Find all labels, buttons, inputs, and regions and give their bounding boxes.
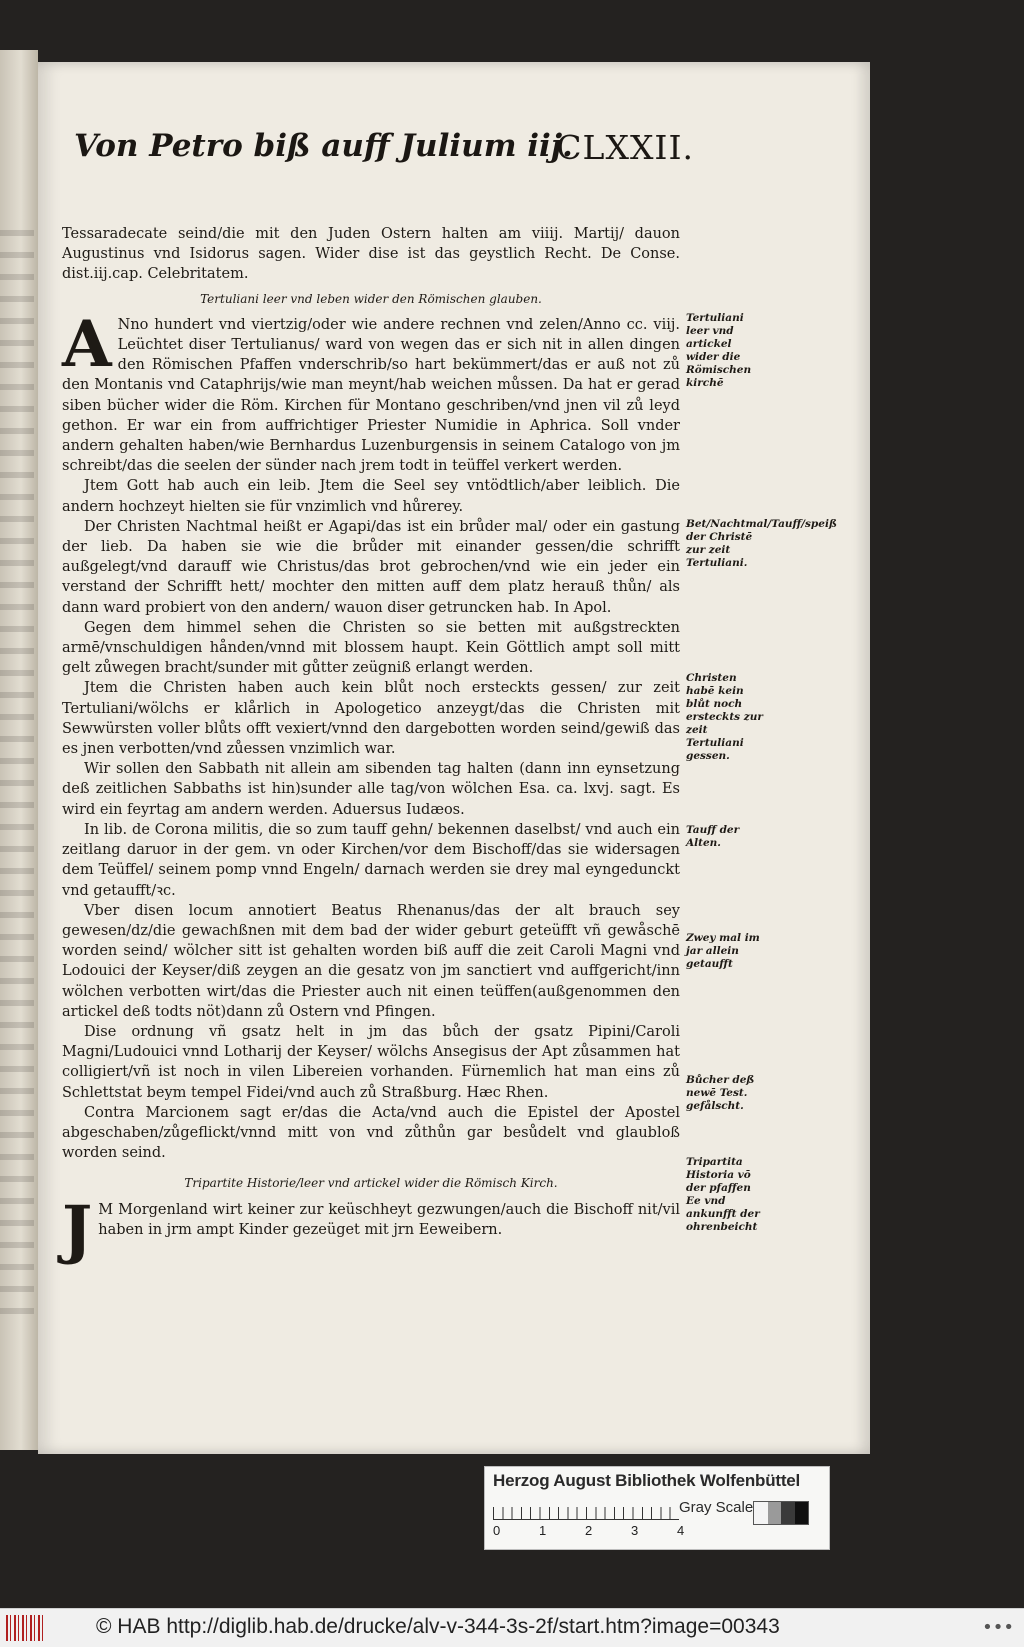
marginal-note: Tauff der Alten.	[686, 824, 740, 849]
section-heading: Tripartite Historie/leer vnd artickel wider die Römisch Kirch.	[184, 1176, 558, 1191]
ruler-number: 2	[585, 1523, 593, 1538]
ruler-number: 4	[677, 1523, 685, 1538]
main-text-column	[62, 224, 680, 1267]
viewer-footer	[0, 1608, 1024, 1647]
paragraph-text: Nno hundert vnd viertzig/oder wie andere rechnen vnd zelen/Anno cc. viij. Leüchtet diser Tertulianus/ ward von wegen das er sich nit in allen dingen den Römischen Pfaffen vnderschrib/so hart bekümmert/das er auß not zů den Montanis vnd Cataphrijs/wie man meynt/hab weichen můssen. Da hat er gerad siben bücher wider die Röm. Kirchen für Montano geschriben/vnd jnen vil zů leyd gethon. Er war ein from auffrichtiger Priester Numidie in Aphrica. Soll vnder andern gehalten haben/wie Bernhardus Luzenburgensis in seinem Catalogo von jm schreibt/das die seelen der sünder nach jrem todt in teüffel verkert werden.	[62, 316, 680, 475]
ruler-scale	[493, 1497, 679, 1520]
marginal-note: Tripartita Historia vō der pfaffen Ee vnd ankunfft der ohrenbeicht	[686, 1156, 760, 1233]
paragraph: Vber disen locum annotiert Beatus Rhenanus/das der alt brauch sey gewesen/dz/die gewachßnen mit dem bad der wider geburt geteüfft vñ gewåschē worden seind/ wölcher sitt ist gehalten worden biß auff die zeit Caroli Magni vnd Lodouici der Keyser/diß zeygen an die gesatz von jm sanctiert vnd auffgericht/inn wölchen verbotten wirt/das die Priester auch nit einen teüffen(außgenommen den artickel deß todts nöt)dann zů Ostern vnd Pfingen.	[62, 902, 680, 1020]
gray-scale-label: Gray Scale	[679, 1499, 754, 1516]
gray-swatch	[768, 1502, 782, 1524]
paragraph-text: M Morgenland wirt keiner zur keüschheyt gezwungen/auch die Bischoff nit/vil haben in jrm ampt Kinder gezeüget mit jrn Eeweibern.	[98, 1201, 680, 1238]
running-head-title: Von Petro biß auff Julium iij.	[74, 128, 573, 164]
paragraph: In lib. de Corona militis, die so zum tauff gehn/ bekennen daselbst/ vnd auch ein zeitlang daruor in der gem. vn oder Kirchen/vor dem Bischoff/das sie widersagen dem Teüffel/ seinem pomp vnnd Engeln/ darnach werden sie drey mal eyngedunckt vnd getaufft/ꝛc.	[62, 821, 680, 899]
hab-logo-icon[interactable]	[6, 1615, 46, 1641]
gray-swatch	[781, 1502, 795, 1524]
marginal-note: Tertuliani leer vnd artickel wider die Römischen kirchē	[686, 312, 752, 389]
previous-page-text-bleed	[0, 230, 34, 1330]
gray-swatch	[795, 1502, 809, 1524]
ruler-number: 0	[493, 1523, 501, 1538]
paragraph: Gegen dem himmel sehen die Christen so sie betten mit außgstreckten armē/vnschuldigen hånden/vnnd mit blossem haupt. Kein Göttlich ampt soll mitt gelt zůwegen bracht/sunder mit gůtter zeügniß erlangt werden.	[62, 619, 680, 677]
initial-letter: A	[62, 306, 112, 382]
paragraph: Tessaradecate seind/die mit den Juden Ostern halten am viiij. Martij/ dauon Augustinus vnd Isidorus sagen. Wider dise ist das geystlich Recht. De Conse. dist.iij.cap. Celebritatem.	[62, 226, 680, 283]
more-icon[interactable]: •••	[982, 1617, 1014, 1638]
ruler-number: 1	[539, 1523, 547, 1538]
paragraph: Contra Marcionem sagt er/das die Acta/vnd auch die Epistel der Apostel abgeschaben/zůgeflickt/vnnd mitt von vnd zůthůn gar besůdelt vnd glaubloß worden seind.	[62, 1104, 680, 1162]
marginal-note: Christen habē kein blůt noch ersteckts zur zeit Tertuliani gessen.	[686, 672, 763, 762]
ruler-number: 3	[631, 1523, 639, 1538]
library-scale-card	[484, 1466, 830, 1550]
folio-number: CLXXII.	[556, 128, 694, 167]
library-name: Herzog August Bibliothek Wolfenbüttel	[493, 1471, 801, 1490]
marginal-note: Bet/Nachtmal/Tauff/speiß der Christē zur zeit Tertuliani.	[686, 518, 837, 569]
gray-scale-swatches	[753, 1501, 809, 1525]
section-heading: Tertuliani leer vnd leben wider den Römischen glauben.	[200, 291, 542, 306]
copyright-url[interactable]: © HAB http://diglib.hab.de/drucke/alv-v-344-3s-2f/start.htm?image=00343	[96, 1615, 780, 1638]
initial-letter: J	[62, 1191, 93, 1267]
marginal-note: Bůcher deß newē Test. gefålscht.	[686, 1074, 755, 1112]
running-head	[74, 128, 694, 167]
paragraph: Dise ordnung vñ gsatz helt in jm das bůch der gsatz Pipini/Caroli Magni/Ludouici vnnd Lotharij der Keyser/ wölchs Ansegisus der Apt zůsammen hat colligiert/vñ ist noch in vilen Libereien vorhanden. Fürnemlich hat man eins zů Schlettstat beym tempel Fidei/vnd auch zů Straßburg. Hæc Rhen.	[62, 1023, 680, 1101]
paragraph-with-initial	[62, 306, 680, 477]
marginal-note: Zwey mal im jar allein getaufft	[686, 932, 760, 970]
previous-page-edge	[0, 50, 38, 1450]
gray-swatch	[754, 1502, 768, 1524]
paragraph: Der Christen Nachtmal heißt er Agapi/das ist ein brůder mal/ oder ein gastung der lieb. Da haben sie wie die brůder mit einander gessen/die schrifft außgelegt/vnd darauff wie Christus/das brot gebrochen/vnd wie ein jeder ein verstand der Schrifft hett/ mochter den mitten auff dem platz herauß thůn/ als dann ward probiert von den andern/ wauon diser getruncken hab. In Apol.	[62, 518, 680, 616]
paragraph-with-initial	[62, 1191, 680, 1267]
body-text	[62, 224, 680, 1267]
paragraph: Jtem die Christen haben auch kein blůt noch ersteckts gessen/ zur zeit Tertuliani/wölchs er klårlich in Apologetico anzeygt/das die Christen mit Sewwürsten voller blůts offt vexiert/vnnd den dargebotten worden seind/gewiß das es jnen verbotten/vnd zůessen vnzimlich war.	[62, 680, 680, 758]
paragraph: Jtem Gott hab auch ein leib. Jtem die Seel sey vntödtlich/aber leiblich. Die andern hochzeyt hielten sie für vnzimlich vnd hůrerey.	[62, 478, 680, 515]
paragraph: Wir sollen den Sabbath nit allein am sibenden tag halten (dann inn eynsetzung deß zeitlichen Sabbaths ist hin)sunder alle tag/von wölchen Esa. ca. lxvj. sagt. Es wird ein feyrtag am andern werden. Aduersus Iudæos.	[62, 761, 680, 818]
